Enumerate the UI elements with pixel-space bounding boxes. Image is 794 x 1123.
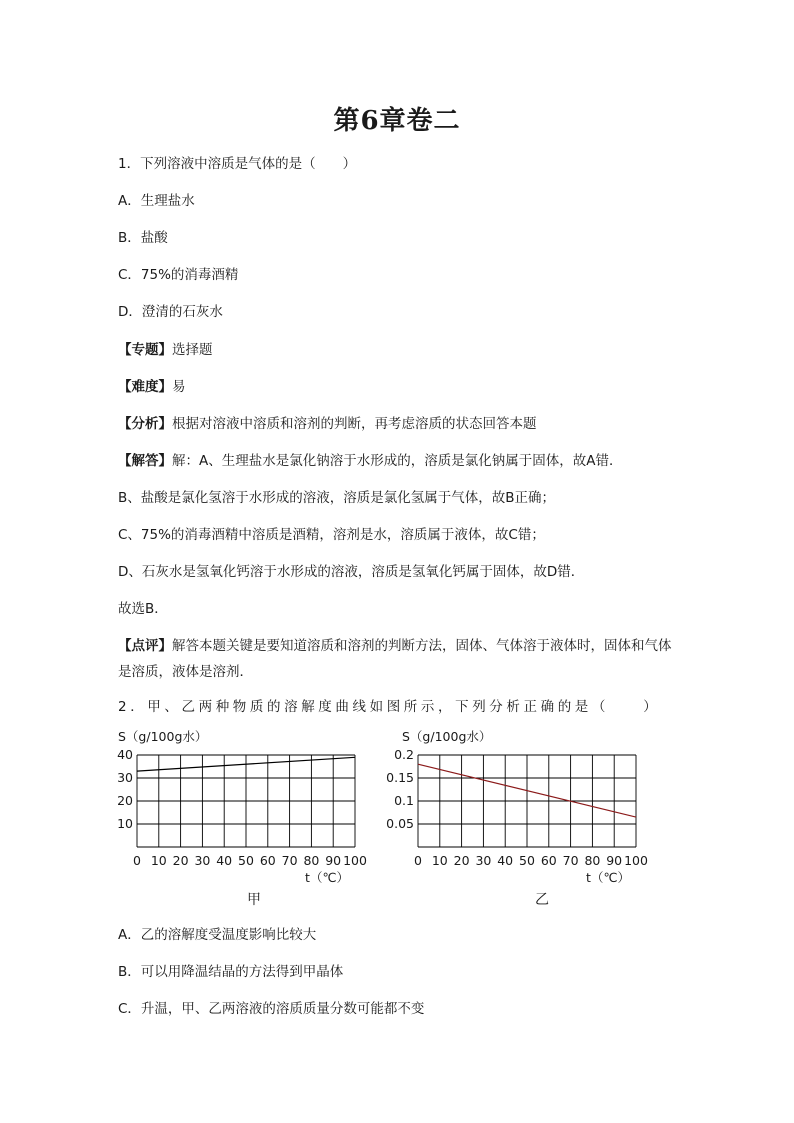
q1-answer — [118, 451, 622, 471]
y-tick-label: 0.2 — [394, 747, 414, 762]
q1-option-a: A．生理盐水 — [118, 193, 195, 209]
x-tick-label: 100 — [343, 853, 367, 868]
q1-analysis — [118, 414, 537, 434]
y-tick-label: 40 — [117, 747, 133, 762]
x-tick-label: 0 — [133, 853, 141, 868]
x-tick-label: 70 — [562, 853, 579, 868]
answer-line-3: C、75%的消毒酒精中溶质是酒精，溶剂是水，溶质属于液体，故C错； — [118, 527, 545, 543]
solubility-charts — [0, 720, 794, 915]
x-tick-label: 40 — [497, 853, 514, 868]
difficulty-tag: 【难度】 — [118, 379, 172, 395]
y-tick-label: 30 — [117, 770, 133, 785]
x-tick-label: 100 — [624, 853, 648, 868]
x-tick-label: 30 — [194, 853, 211, 868]
q2-option-b: B．可以用降温结晶的方法得到甲晶体 — [118, 964, 344, 980]
q1-comment — [118, 633, 678, 685]
x-axis-label: t（℃） — [305, 870, 349, 885]
x-tick-label: 80 — [303, 853, 320, 868]
x-tick-label: 60 — [259, 853, 276, 868]
chart-yi — [386, 729, 648, 908]
answer-line-4: D、石灰水是氢氧化钙溶于水形成的溶液，溶质是氢氧化钙属于固体，故D错． — [118, 564, 585, 580]
y-tick-label: 0.1 — [394, 793, 414, 808]
answer-line-5: 故选B． — [118, 601, 168, 617]
topic-tag: 【专题】 — [118, 342, 172, 358]
q1-option-d: D．澄清的石灰水 — [118, 304, 223, 320]
answer-tag: 【解答】 — [118, 453, 172, 469]
x-tick-label: 0 — [414, 853, 422, 868]
comment-text: 解答本题关键是要知道溶质和溶剂的判断方法，固体、气体溶于液体时，固体和气体是溶质，液体是溶剂． — [118, 638, 672, 680]
x-axis-label: t（℃） — [586, 870, 630, 885]
y-tick-label: 20 — [117, 793, 133, 808]
x-tick-label: 20 — [172, 853, 189, 868]
topic-value: 选择题 — [172, 342, 213, 358]
q1-topic — [118, 340, 213, 360]
q1-stem: 1．下列溶液中溶质是气体的是（ ） — [118, 156, 357, 172]
page-title: 第6章卷二 — [333, 106, 461, 136]
x-tick-label: 10 — [150, 853, 167, 868]
y-tick-label: 0.15 — [386, 770, 414, 785]
q2-stem: 2．甲、乙两种物质的溶解度曲线如图所示，下列分析正确的是（ ） — [118, 699, 661, 715]
chart-caption: 乙 — [535, 892, 549, 908]
answer-line-1: 解：A、生理盐水是氯化钠溶于水形成的，溶质是氯化钠属于固体，故A错． — [172, 453, 623, 469]
x-tick-label: 20 — [453, 853, 470, 868]
y-tick-label: 10 — [117, 816, 133, 831]
x-tick-label: 30 — [475, 853, 492, 868]
q1-option-c: C．75%的消毒酒精 — [118, 267, 239, 283]
x-tick-label: 40 — [216, 853, 233, 868]
difficulty-value: 易 — [172, 379, 186, 395]
x-tick-label: 10 — [431, 853, 448, 868]
chart-jia — [117, 729, 367, 908]
x-tick-label: 50 — [238, 853, 254, 868]
q1-option-b: B．盐酸 — [118, 230, 168, 246]
y-tick-label: 0.05 — [386, 816, 414, 831]
analysis-text: 根据对溶液中溶质和溶剂的判断，再考虑溶质的状态回答本题 — [172, 416, 537, 432]
x-tick-label: 50 — [519, 853, 535, 868]
x-tick-label: 70 — [281, 853, 298, 868]
q2-option-a: A．乙的溶解度受温度影响比较大 — [118, 927, 317, 943]
chart-caption: 甲 — [247, 892, 261, 908]
analysis-tag: 【分析】 — [118, 416, 172, 432]
x-tick-label: 60 — [540, 853, 557, 868]
answer-line-2: B、盐酸是氯化氢溶于水形成的溶液，溶质是氯化氢属于气体，故B正确； — [118, 490, 556, 506]
comment-tag: 【点评】 — [118, 638, 172, 654]
q2-option-c: C．升温，甲、乙两溶液的溶质质量分数可能都不变 — [118, 1001, 425, 1017]
q1-difficulty — [118, 377, 186, 397]
y-axis-label: S（g/100g水） — [118, 729, 208, 744]
x-tick-label: 80 — [584, 853, 601, 868]
x-tick-label: 90 — [606, 853, 623, 868]
x-tick-label: 90 — [325, 853, 342, 868]
y-axis-label: S（g/100g水） — [402, 729, 492, 744]
